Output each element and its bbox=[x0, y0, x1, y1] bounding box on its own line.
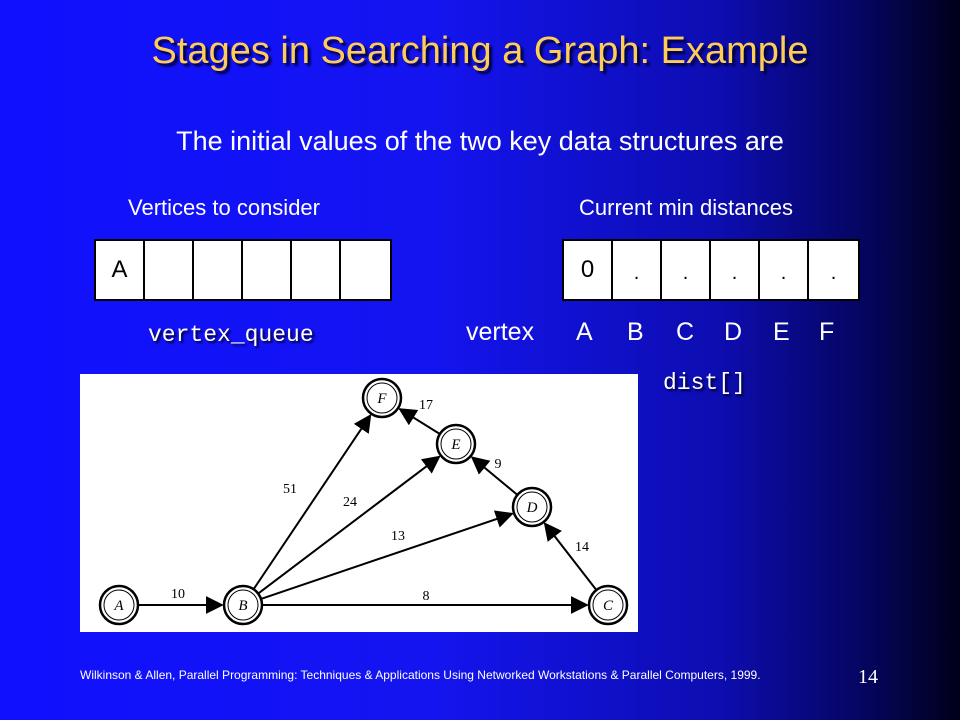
dist-cell: . bbox=[711, 241, 760, 299]
node-label: F bbox=[377, 391, 387, 407]
edge-weight-b-e: 24 bbox=[343, 495, 357, 510]
edge-weight-b-c: 8 bbox=[422, 589, 430, 604]
node-c bbox=[589, 586, 627, 624]
citation-footer: Wilkinson & Allen, Parallel Programming: Techniques & Applications Using Networked Workstations & Parallel Computers, 1999. bbox=[80, 668, 761, 682]
edge-weight-c-d: 14 bbox=[575, 540, 589, 555]
vertex-label-d: D bbox=[724, 318, 743, 346]
edge-b-d bbox=[261, 514, 512, 599]
dist-cell: . bbox=[613, 241, 662, 299]
edge-b-e bbox=[258, 457, 439, 594]
queue-cell bbox=[341, 241, 390, 299]
dist-cell: . bbox=[830, 262, 837, 284]
dist-cell: . bbox=[760, 241, 809, 299]
slide-title: Stages in Searching a Graph: Example bbox=[151, 30, 809, 72]
vertex-label-e: E bbox=[773, 318, 790, 346]
node-label: C bbox=[602, 598, 614, 614]
vertex-queue-label: vertex_queue bbox=[148, 322, 314, 348]
node-label: E bbox=[451, 437, 461, 453]
vertex-row-label: vertex bbox=[466, 318, 535, 346]
edge-c-d bbox=[545, 524, 596, 590]
edge-weight-e-f: 17 bbox=[419, 398, 433, 413]
dist-array bbox=[562, 239, 860, 301]
queue-cell bbox=[145, 241, 194, 299]
node-e bbox=[437, 425, 475, 463]
vertex-label-a: A bbox=[576, 318, 593, 346]
queue-cell bbox=[292, 241, 341, 299]
node-a bbox=[100, 586, 138, 624]
dist-cell: 0 bbox=[564, 241, 613, 299]
node-label: D bbox=[526, 500, 538, 516]
page-number: 14 bbox=[858, 666, 878, 688]
dist-label: dist[] bbox=[663, 370, 746, 396]
node-b bbox=[224, 586, 262, 624]
node-f bbox=[363, 379, 401, 417]
vertex-label-b: B bbox=[627, 318, 644, 346]
vertex-queue-array bbox=[94, 239, 392, 301]
edge-weight-b-d: 13 bbox=[391, 529, 405, 544]
dist-cell: . bbox=[662, 241, 711, 299]
edge-weight-d-e: 9 bbox=[494, 457, 502, 472]
edge-weight-a-b: 10 bbox=[171, 587, 185, 602]
graph-figure bbox=[80, 374, 638, 632]
queue-cell bbox=[243, 241, 292, 299]
queue-cell: A bbox=[96, 241, 145, 299]
vertex-label-c: C bbox=[676, 318, 695, 346]
node-label: A bbox=[114, 598, 124, 614]
queue-cell bbox=[194, 241, 243, 299]
node-d bbox=[513, 488, 551, 526]
queue-heading: Vertices to consider bbox=[128, 195, 320, 220]
vertex-label-f: F bbox=[819, 318, 835, 346]
edge-weight-b-f: 51 bbox=[283, 482, 297, 497]
node-label: B bbox=[238, 598, 248, 614]
distances-heading: Current min distances bbox=[579, 195, 793, 220]
graph-diagram bbox=[80, 374, 638, 632]
slide-subtitle: The initial values of the two key data structures are bbox=[176, 126, 784, 156]
